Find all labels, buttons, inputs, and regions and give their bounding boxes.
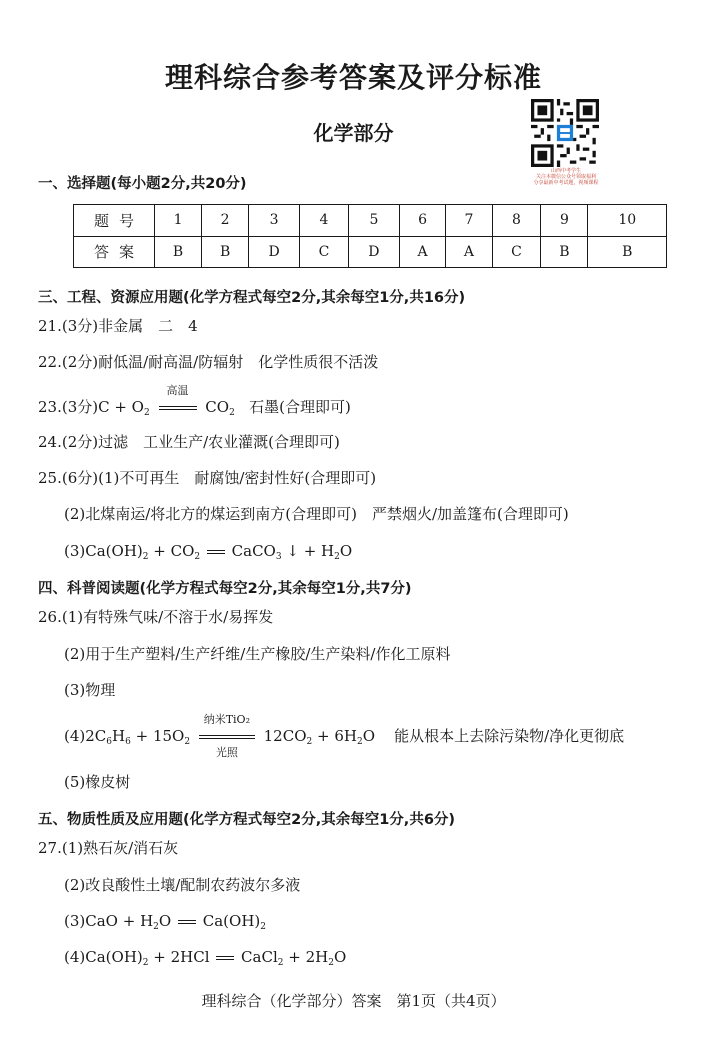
eq-text: (3)CaO + H [64,912,154,930]
eq-text: Ca(OH) [197,912,261,930]
eq-text: 23.(3分)C + O [38,398,144,416]
eq-text: 12CO [263,727,307,745]
eq-text: ↓ + H [286,542,335,560]
answer-27-4 [64,947,346,973]
answer-25-1: 25.(6分)(1)不可再生 耐腐蚀/密封性好(合理即可) [38,469,377,487]
table-header-cell: 答案 [74,236,155,268]
equals-sign [178,920,196,924]
answer-26-5: (5)橡皮树 [64,773,131,791]
eq-subscript: 2 [306,737,313,747]
eq-text: + 15O [130,727,185,745]
table-cell: D [249,236,300,268]
table-cell: A [446,236,492,268]
table-cell: 4 [300,205,349,237]
table-cell: 1 [155,205,202,237]
answer-27-2: (2)改良酸性土壤/配制农药波尔多液 [64,876,301,894]
reaction-condition [199,713,255,759]
answer-27-3 [64,911,266,937]
eq-text: + 2H [283,948,329,966]
table-cell: B [588,236,667,268]
answer-24: 24.(2分)过滤 工业生产/农业灌溉(合理即可) [38,433,340,451]
condition-label: 光照 [215,746,238,759]
table-header-cell: 题号 [74,205,155,237]
eq-text: 能从根本上去除污染物/净化更彻底 [394,727,625,745]
eq-subscript: 3 [275,552,282,562]
eq-subscript: 2 [153,922,159,932]
answer-25-3 [64,541,352,567]
table-row [74,205,667,237]
eq-subscript: 2 [194,552,201,562]
eq-text: O [333,948,347,966]
eq-text: + 2HCl [148,948,210,966]
eq-subscript: 2 [229,408,235,418]
table-cell: 10 [588,205,667,237]
eq-text: 石墨(合理即可) [249,398,351,416]
answer-27-1: 27.(1)熟石灰/消石灰 [38,839,179,857]
table-cell: 8 [492,205,541,237]
table-cell: A [399,236,445,268]
page-footer: 理科综合（化学部分）答案 第1页（共4页） [201,992,506,1010]
reaction-condition [159,384,197,417]
equals-sign [216,956,234,960]
qr-caption [520,168,612,186]
table-cell: 5 [348,205,399,237]
equals-sign [199,735,255,739]
answer-21: 21.(3分)非金属 二 4 [38,317,198,335]
table-cell: D [348,236,399,268]
table-cell: 7 [446,205,492,237]
eq-text: CO [205,398,230,416]
answer-26-4 [64,713,625,759]
table-cell: B [202,236,249,268]
table-cell: 6 [399,205,445,237]
table-row [74,236,667,268]
eq-subscript: 2 [328,958,334,968]
qr-caption-line: 关注本微信公众号领取福利 [535,174,596,180]
eq-text: CaCO [226,542,276,560]
section-heading-choice: 一、选择题(每小题2分,共20分) [38,176,247,192]
table-cell: 9 [541,205,588,237]
table-cell: B [155,236,202,268]
page-subtitle: 化学部分 [313,121,394,145]
condition-label: 纳米TiO₂ [203,713,250,726]
eq-subscript: 2 [260,922,266,932]
qr-caption-line: 分享最新中考试题，视频课程 [533,180,599,186]
eq-subscript: 2 [334,552,340,562]
answer-22: 22.(2分)耐低温/耐高温/防辐射 化学性质很不活泼 [38,353,379,371]
section-heading-reading: 四、科普阅读题(化学方程式每空2分,其余每空1分,共7分) [38,581,412,597]
answer-23 [38,384,351,423]
table-cell: 2 [202,205,249,237]
eq-subscript: 2 [277,958,284,968]
condition-label: 高温 [166,384,189,397]
qr-code-image [531,99,599,167]
section-heading-properties: 五、物质性质及应用题(化学方程式每空2分,其余每空1分,共6分) [38,812,456,828]
eq-subscript: 6 [125,737,131,747]
eq-text: + CO [148,542,195,560]
eq-text: (3)Ca(OH) [64,542,143,560]
eq-text: H [112,727,126,745]
eq-text: (4)2C [64,727,107,745]
equals-sign [207,550,225,554]
equals-sign [159,406,197,410]
table-cell: 3 [249,205,300,237]
section-heading-engineering: 三、工程、资源应用题(化学方程式每空2分,其余每空1分,共16分) [38,290,466,306]
answer-26-2: (2)用于生产塑料/生产纤维/生产橡胶/生产染料/作化工原料 [64,645,451,663]
eq-subscript: 2 [142,552,149,562]
eq-subscript: 2 [143,408,150,418]
table-cell: B [541,236,588,268]
page-title: 理科综合参考答案及评分标准 [164,61,542,94]
eq-subscript: 6 [106,737,113,747]
eq-text: (4)Ca(OH) [64,948,143,966]
eq-text: + 6H [312,727,357,745]
eq-text: O [362,727,376,745]
answer-25-2: (2)北煤南运/将北方的煤运到南方(合理即可) 严禁烟火/加盖篷布(合理即可) [64,505,569,523]
eq-text: CaCl [236,948,278,966]
qr-caption-line: 山西中考学生 [550,168,581,174]
eq-subscript: 2 [184,737,191,747]
table-cell: C [300,236,349,268]
answer-26-1: 26.(1)有特殊气味/不溶于水/易挥发 [38,608,274,626]
answer-26-3: (3)物理 [64,681,116,699]
eq-subscript: 2 [356,737,363,747]
table-cell: C [492,236,541,268]
eq-text: O [158,912,172,930]
eq-subscript: 2 [142,958,149,968]
eq-text: O [339,542,353,560]
answer-table [73,204,667,268]
